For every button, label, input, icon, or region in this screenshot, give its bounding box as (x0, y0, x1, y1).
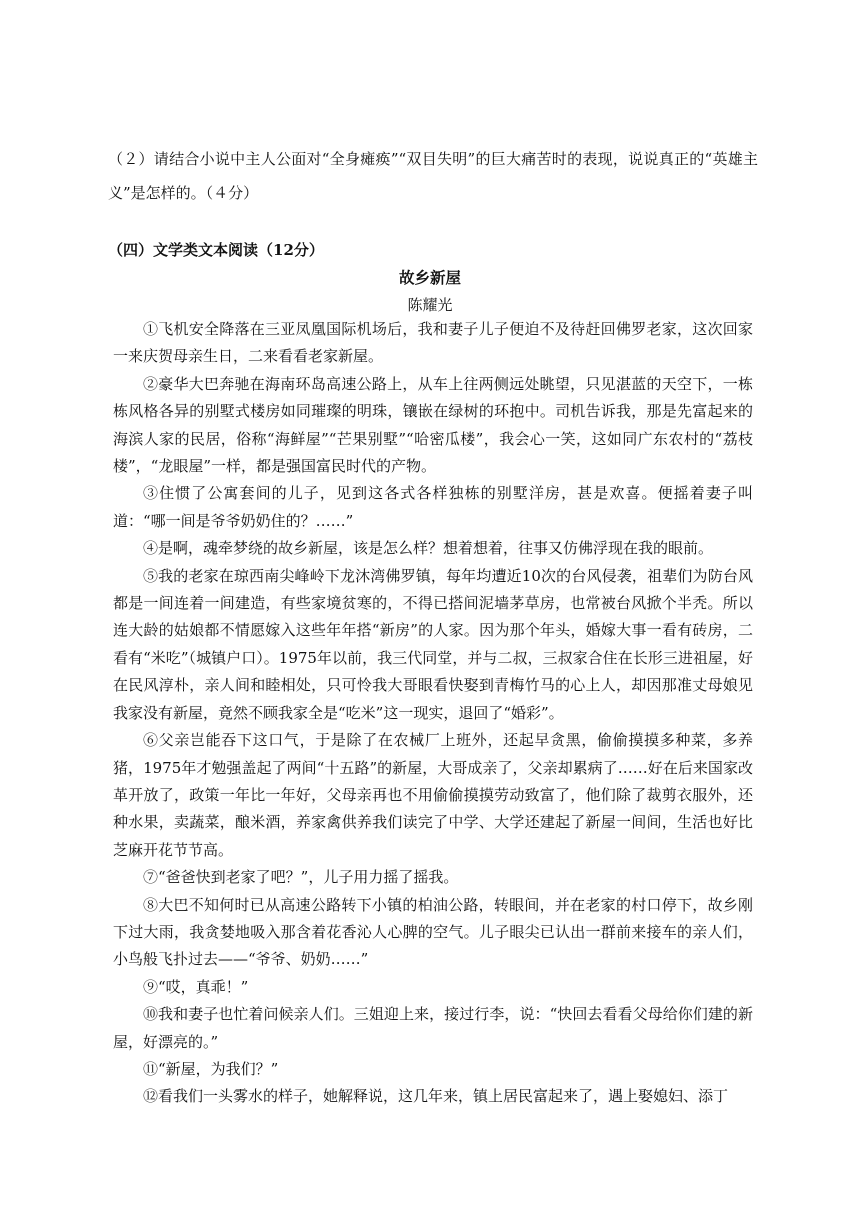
paragraph-6: ⑥父亲岂能吞下这口气，于是除了在农械厂上班外，还起早贪黑，偷偷摸摸多种菜，多养猪，1975年才勉强盖起了两间“十五路”的新屋，大哥成亲了，父亲却累病了……好在后来国家改革开放了，政策一年比一年好，父母亲再也不用偷偷摸摸劳动致富了，他们除了裁剪衣服外，还种水果，卖蔬菜，酿米酒，养家禽供养我们读完了中学、大学还建起了新屋一间间，生活也好比芝麻开花节节高。 (113, 731, 753, 859)
paragraph-12: ⑫看我们一头雾水的样子，她解释说，这几年来，镇上居民富起来了，遇上娶媳妇、添丁 (143, 1087, 729, 1106)
article-title: 故乡新屋 (398, 268, 461, 287)
paragraph-3: ③住惯了公寓套间的儿子，见到这各式各样独栋的别墅洋房，甚是欢喜。便摇着妻子叫道：“哪一间是爷爷奶奶住的？……” (113, 484, 753, 530)
paragraph-2: ②豪华大巴奔驰在海南环岛高速公路上，从车上往两侧远处眺望，只见湛蓝的天空下，一栋栋风格各异的别墅式楼房如同璀璨的明珠，镶嵌在绿树的环抱中。司机告诉我，那是先富起来的海滨人家的民居，俗称“海鲜屋”“芒果别墅”“哈密瓜楼”，我会心一笑，这如同广东农村的“荔枝楼”，“龙眼屋”一样，都是强国富民时代的产物。 (113, 374, 753, 476)
paragraph-11: ⑪“新屋，为我们？” (143, 1059, 279, 1078)
paragraph-9: ⑨“哎，真乖！” (143, 977, 249, 996)
paragraph-1: ①飞机安全降落在三亚凤凰国际机场后，我和妻子儿子便迫不及待赶回佛罗老家，这次回家一来庆贺母亲生日，二来看看老家新屋。 (113, 320, 753, 366)
section-title: （四）文学类文本阅读（12分） (108, 241, 324, 259)
article-body (113, 316, 753, 1111)
paragraph-8: ⑧大巴不知何时已从高速公路转下小镇的柏油公路，转眼间，并在老家的村口停下，故乡刚下过大雨，我贪婪地吸入那含着花香沁人心脾的空气。儿子眼尖已认出一群前来接车的亲人们，小鸟般飞扑过去——“爷爷、奶奶……” (113, 895, 753, 969)
question-2-text: （２）请结合小说中主人公面对“全身瘫痪”“双目失明”的巨大痛苦时的表现，说说真正的“英雄主义”是怎样的。（４分） (108, 150, 758, 202)
article-author: 陈耀光 (407, 296, 453, 314)
paragraph-5: ⑤我的老家在琼西南尖峰岭下龙沐湾佛罗镇，每年均遭近10次的台风侵袭，祖辈们为防台风都是一间连着一间建造，有些家境贫寒的，不得已搭间泥墙茅草房，也常被台风掀个半秃。所以连大龄的姑娘都不情愿嫁入这些年年搭“新房”的人家。因为那个年头，婚嫁大事一看有砖房，二看有“米吃”（城镇户口）。1975年以前，我三代同堂，并与二叔，三叔家合住在长形三进祖屋，好在民风淳朴，亲人间和睦相处，只可怜我大哥眼看快娶到青梅竹马的心上人，却因那准丈母娘见我家没有新屋，竟然不顾我家全是“吃米”这一现实，退回了“婚彩”。 (113, 566, 753, 722)
paragraph-10: ⑩我和妻子也忙着问候亲人们。三姐迎上来，接过行李，说：“快回去看看父母给你们建的新屋，好漂亮的。” (113, 1005, 753, 1051)
paragraph-7: ⑦“爸爸快到老家了吧？”，儿子用力摇了摇我。 (143, 868, 459, 887)
paragraph-4: ④是啊，魂牵梦绕的故乡新屋，该是怎么样？想着想着，往事又仿佛浮现在我的眼前。 (143, 539, 714, 558)
